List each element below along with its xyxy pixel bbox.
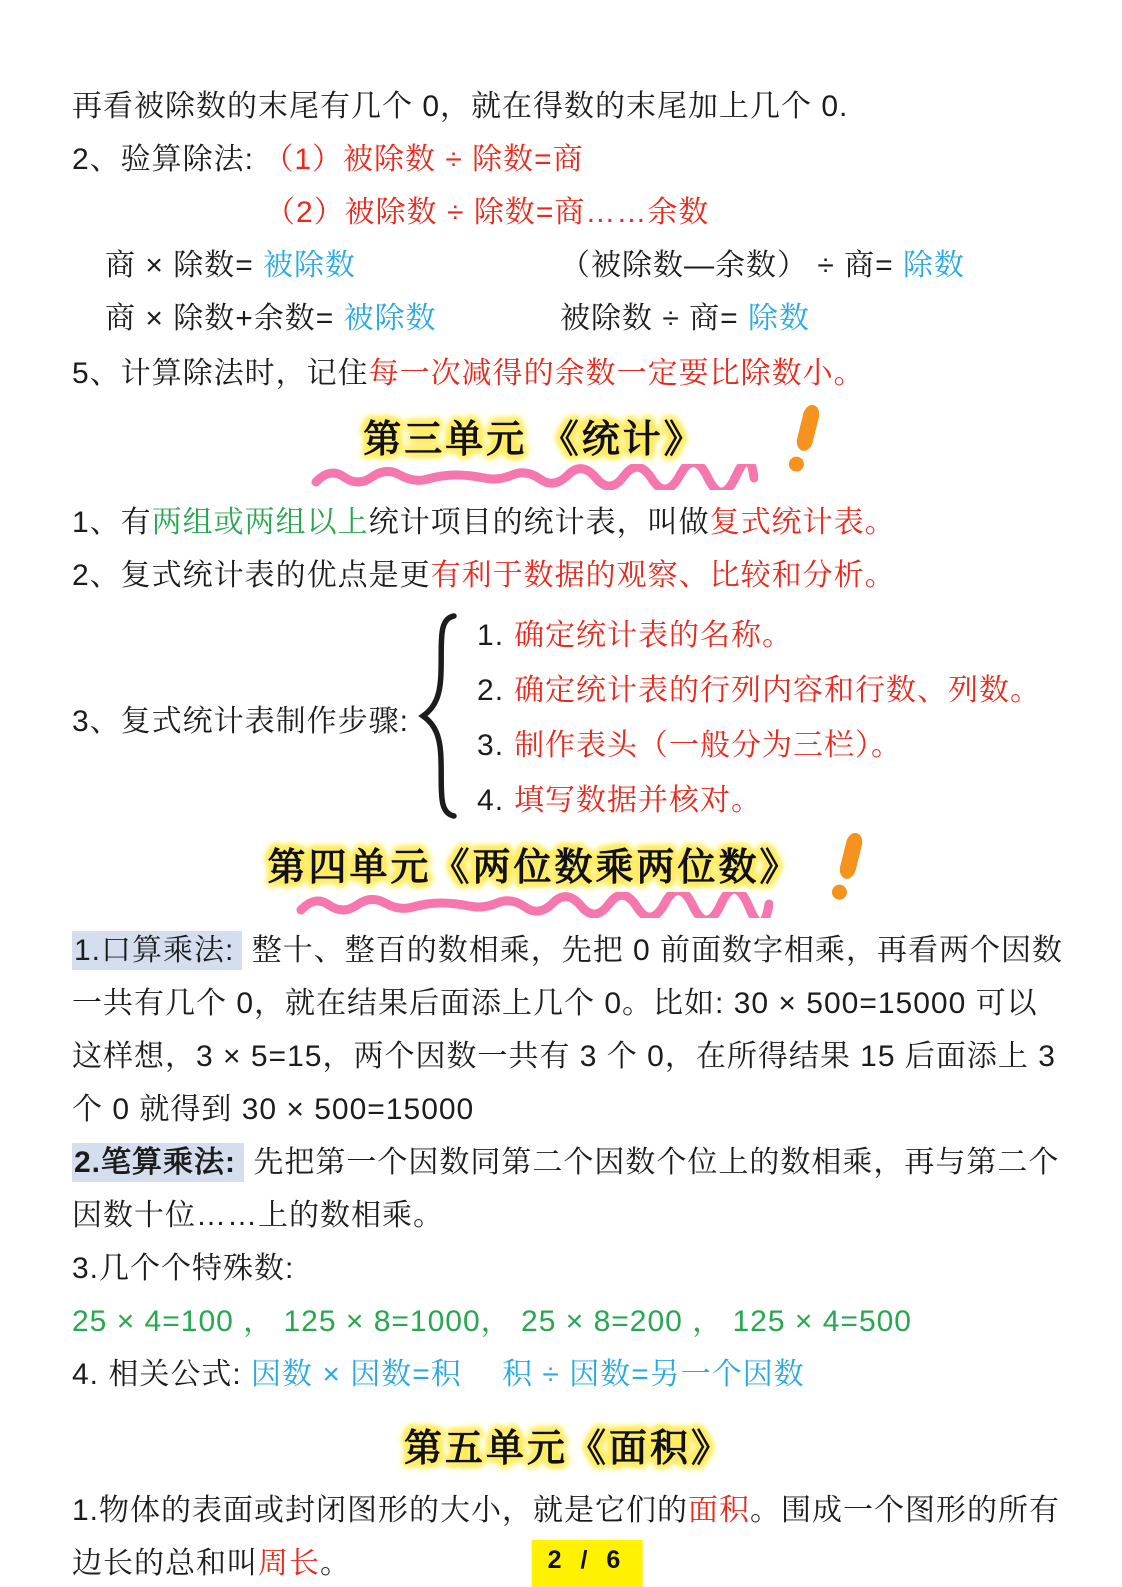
area-p1-black1: 1.物体的表面或封闭图形的大小，就是它们的 — [72, 1494, 689, 1527]
tail-zero-rule: 再看被除数的末尾有几个 0，就在得数的末尾加上几个 0. — [72, 90, 849, 123]
step-item — [477, 663, 1041, 718]
check-eq2: （2）被除数 ÷ 除数=商……余数 — [265, 196, 710, 229]
unit3-p1-green: 两组或两组以上 — [151, 506, 369, 539]
written-multiplication-text: 先把第一个因数同第二个因数个位上的数相乘，再与第二个因数十位……上的数相乘。 — [72, 1146, 1060, 1232]
area-p1-red1: 面积 — [688, 1494, 751, 1527]
page-number-badge: 2 / 6 — [532, 1540, 643, 1587]
exclamation-icon — [776, 400, 834, 480]
verify2-left-expr: 商 × 除数+余数= — [105, 302, 344, 335]
verify2-right — [560, 302, 810, 335]
unit5-title-wrap — [404, 1417, 732, 1472]
unit3-p2-black: 2、复式统计表的优点是更 — [72, 559, 431, 592]
remainder-note-black: 5、计算除法时，记住 — [72, 357, 369, 390]
wavy-underline-icon — [310, 464, 758, 490]
step-text: 填写数据并核对。 — [514, 784, 763, 817]
curly-brace-icon — [415, 610, 461, 827]
unit3-steps-list — [477, 608, 1041, 828]
step-text: 制作表头（一般分为三栏）。 — [514, 729, 903, 762]
unit3-point1 — [72, 496, 1064, 549]
step-item — [477, 773, 1041, 828]
exclamation-icon — [818, 828, 876, 908]
remainder-note — [72, 347, 1064, 400]
remainder-note-red: 每一次减得的余数一定要比除数小。 — [368, 357, 865, 390]
verify1-right — [560, 249, 965, 282]
check-division-line2 — [265, 186, 1064, 239]
related-formula-label: 4. 相关公式: — [72, 1358, 252, 1391]
unit3-p2-red: 有利于数据的观察、比较和分析。 — [430, 559, 896, 592]
verify1-right-answer: 除数 — [903, 249, 965, 282]
unit4-title-wrap — [267, 836, 800, 918]
oral-multiplication-label: 1.口算乘法: — [72, 931, 242, 970]
area-p1-black2: 。围成一个图形的所有边长的总和叫 — [72, 1494, 1061, 1580]
related-formula-text: 因数 × 因数=积 积 ÷ 因数=另一个因数 — [251, 1358, 805, 1391]
area-p1-black3: 。 — [320, 1547, 351, 1580]
written-multiplication-paragraph — [72, 1136, 1064, 1242]
unit3-point2 — [72, 549, 1064, 602]
unit3-steps-label: 3、复式统计表制作步骤: — [72, 705, 410, 738]
verify1-left — [105, 239, 560, 292]
verify1-right-expr: （被除数—余数） ÷ 商= — [560, 249, 903, 282]
unit3-p1-black1: 1、有 — [72, 506, 152, 539]
special-numbers-equations: 25 × 4=100 ， 125 × 8=1000， 25 × 8=200 ， 125 × 4=500 — [72, 1305, 912, 1338]
step-number: 2. — [477, 674, 505, 707]
verify2-left — [105, 292, 560, 345]
verify-row-2 — [105, 292, 1064, 345]
wavy-underline-icon — [295, 892, 773, 918]
unit3-p1-red: 复式统计表。 — [709, 506, 896, 539]
step-item — [477, 718, 1041, 773]
verify1-left-answer: 被除数 — [263, 249, 357, 282]
unit5-title: 第五单元《面积》 — [403, 1428, 732, 1470]
verify1-left-expr: 商 × 除数= — [105, 249, 264, 282]
oral-multiplication-text: 整十、整百的数相乘，先把 0 前面数字相乘，再看两个因数一共有几个 0，就在结果后面添上几个 0。比如: 30 × 500=15000 可以这样想，3 × 5=15，两个因数一共有 3 个 0，在所得结果 15 后面添上 3 个 0 就得到 30 × 500=15000 — [72, 934, 1064, 1126]
check-division-label: 2、验算除法: — [72, 143, 264, 176]
oral-multiplication-paragraph — [72, 924, 1064, 1136]
written-multiplication-label: 2.笔算乘法: — [72, 1143, 244, 1182]
step-number: 1. — [477, 619, 505, 652]
check-division-line1 — [72, 133, 1064, 186]
step-number: 3. — [477, 729, 505, 762]
unit3-title: 第三单元 《统计》 — [363, 419, 705, 461]
unit3-title-wrap — [310, 408, 758, 490]
verify-row-1 — [105, 239, 1064, 292]
step-text: 确定统计表的行列内容和行数、列数。 — [514, 674, 1042, 707]
unit4-title: 第四单元《两位数乘两位数》 — [267, 847, 801, 889]
step-item — [477, 608, 1041, 663]
unit3-steps-block — [72, 608, 1064, 828]
related-formula-line — [72, 1348, 1064, 1401]
step-text: 确定统计表的名称。 — [514, 619, 794, 652]
unit3-p1-black2: 统计项目的统计表，叫做 — [368, 506, 710, 539]
unit3-heading — [72, 408, 1064, 490]
verify2-right-expr: 被除数 ÷ 商= — [560, 302, 748, 335]
special-numbers-label: 3.几个个特殊数: — [72, 1252, 295, 1285]
unit4-heading — [72, 836, 1064, 918]
verify2-left-answer: 被除数 — [343, 302, 437, 335]
step-number: 4. — [477, 784, 505, 817]
verify2-right-answer: 除数 — [748, 302, 810, 335]
unit5-heading — [72, 1417, 1064, 1472]
check-eq1: （1）被除数 ÷ 除数=商 — [263, 143, 584, 176]
area-p1-red2: 周长 — [258, 1547, 320, 1580]
